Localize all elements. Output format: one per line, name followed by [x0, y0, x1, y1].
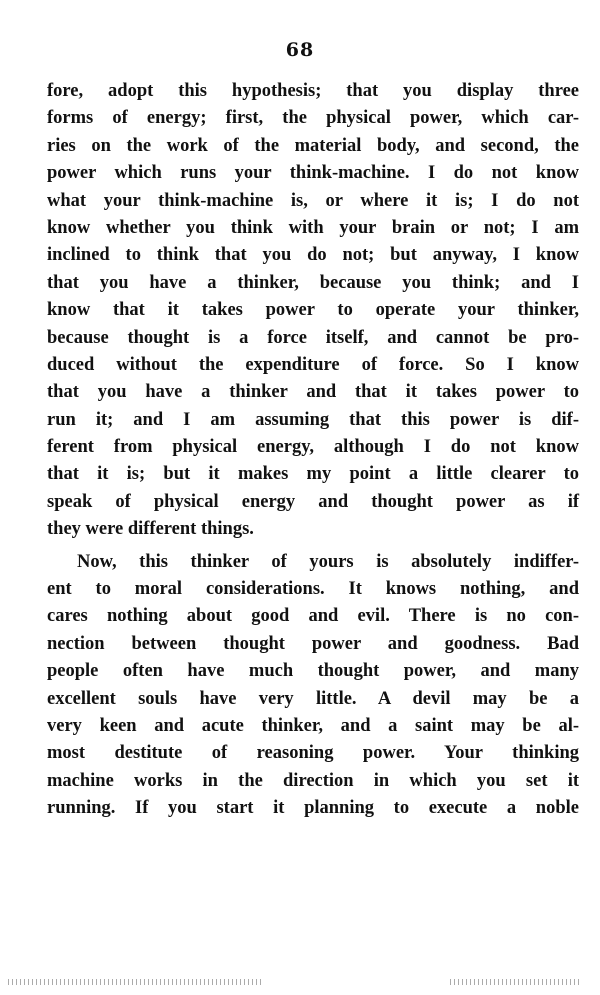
text-line: know whether you think with your brain or not; I am: [47, 217, 579, 238]
text-line: machine works in the direction in which you set it: [47, 770, 579, 791]
text-line: very keen and acute thinker, and a saint may be al-: [47, 715, 579, 736]
text-line: nection between thought power and goodness. Bad: [47, 633, 579, 654]
text-line: excellent souls have very little. A devil may be a: [47, 688, 579, 709]
text-line: ent to moral considerations. It knows nothing, and: [47, 579, 579, 600]
text-line: people often have much thought power, and many: [47, 661, 579, 682]
text-line: running. If you start it planning to execute a noble: [47, 798, 579, 819]
text-line: forms of energy; first, the physical power, which car-: [47, 108, 579, 129]
body-text: [47, 78, 579, 823]
text-line: they were different things.: [47, 519, 254, 540]
text-line: that you have a thinker and that it takes power to: [47, 382, 579, 403]
text-line: ries on the work of the material body, and second, the: [47, 135, 579, 156]
text-line: what your think-machine is, or where it is; I do not: [47, 190, 579, 211]
text-line: ferent from physical energy, although I do not know: [47, 437, 579, 458]
text-line: know that it takes power to operate your thinker,: [47, 300, 579, 321]
text-line: cares nothing about good and evil. There is no con-: [47, 606, 579, 627]
text-line: fore, adopt this hypothesis; that you display three: [47, 81, 579, 101]
text-line: that you have a thinker, because you think; and I: [47, 272, 579, 293]
page-number: 68: [285, 39, 315, 61]
text-line: power which runs your think-machine. I do not know: [47, 163, 579, 184]
scan-artifact: [450, 979, 580, 985]
text-line: Now, this thinker of yours is absolutely indiffer-: [77, 551, 579, 572]
paragraph-2: [47, 549, 579, 823]
text-line: that it is; but it makes my point a little clearer to: [47, 464, 579, 485]
scan-artifact: [8, 979, 263, 985]
paragraph-1: [47, 78, 579, 544]
text-line: speak of physical energy and thought power as if: [47, 491, 579, 512]
text-line: most destitute of reasoning power. Your thinking: [47, 743, 579, 764]
text-line: run it; and I am assuming that this power is dif-: [47, 409, 579, 430]
text-line: because thought is a force itself, and cannot be pro-: [47, 327, 579, 348]
text-line: duced without the expenditure of force. So I know: [47, 354, 579, 375]
text-line: inclined to think that you do not; but anyway, I know: [47, 245, 579, 266]
